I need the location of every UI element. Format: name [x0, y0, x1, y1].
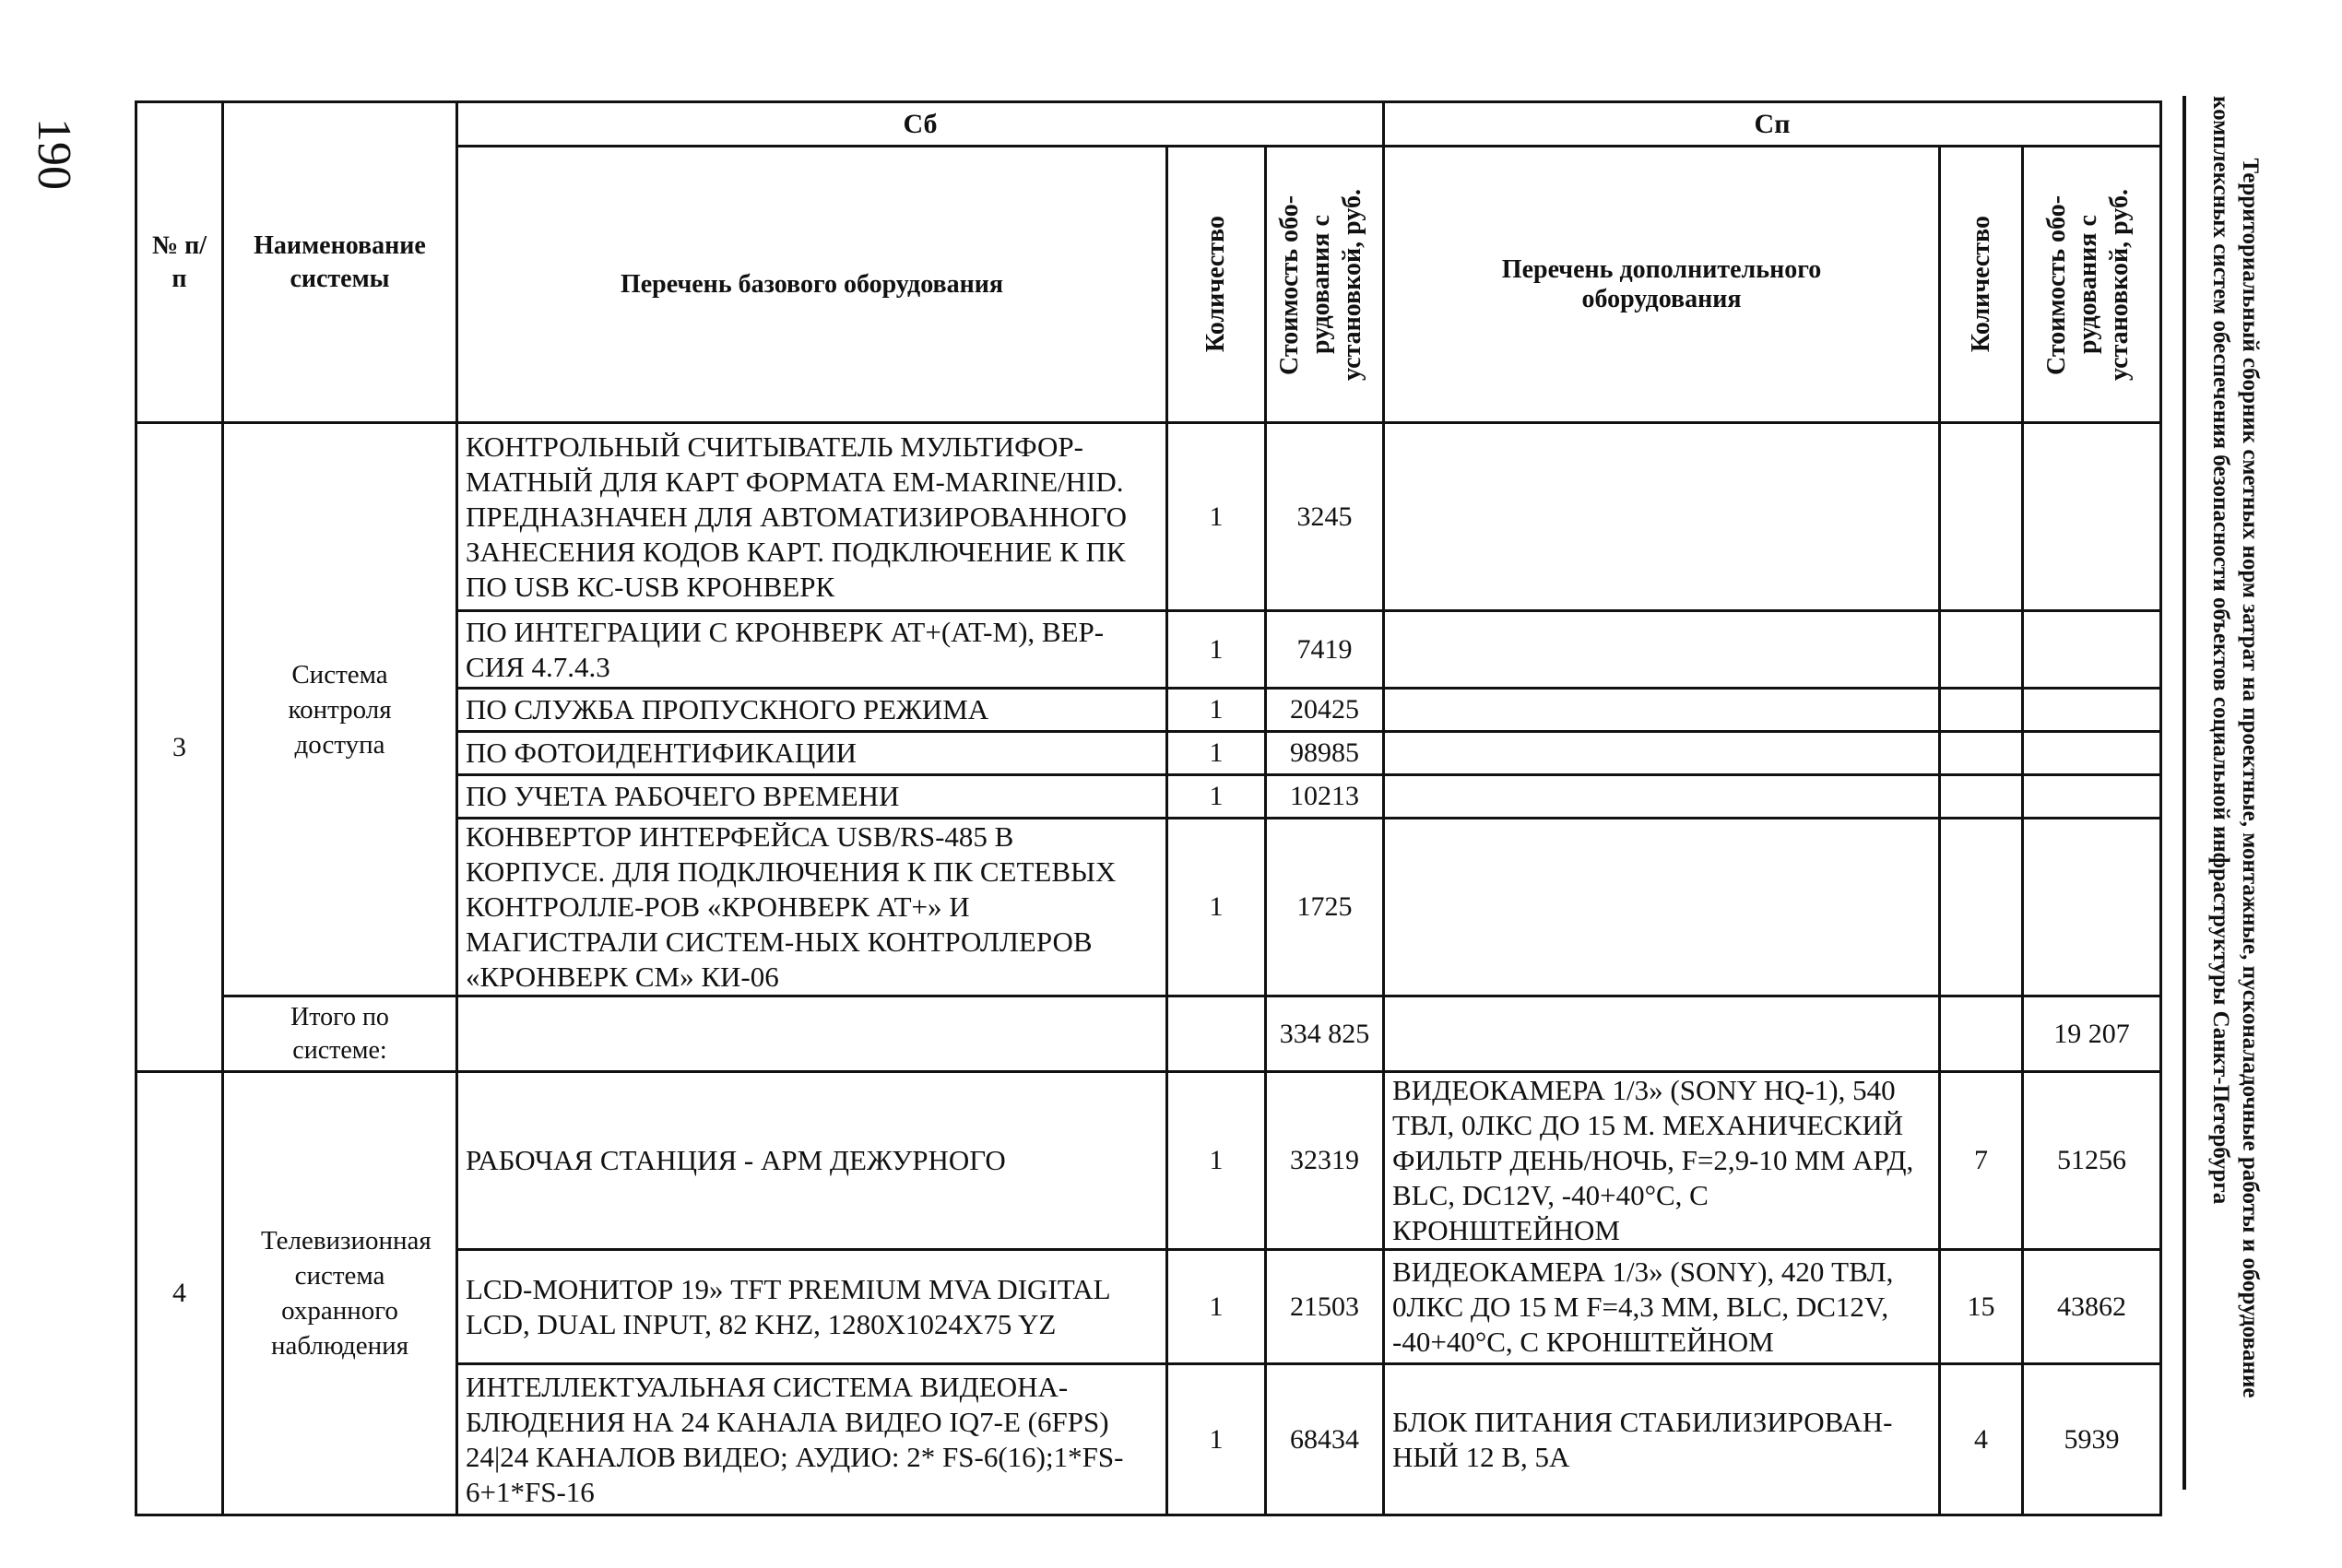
quantity-2: 4	[1940, 1364, 2023, 1515]
additional-equipment: БЛОК ПИТАНИЯ СТАБИЛИЗИРОВАН-НЫЙ 12 В, 5А	[1384, 1364, 1940, 1515]
cost-2	[2023, 423, 2161, 611]
quantity: 1	[1167, 1364, 1266, 1515]
base-equipment: РАБОЧАЯ СТАНЦИЯ - АРМ ДЕЖУРНОГО	[457, 1072, 1167, 1250]
additional-equipment	[1384, 611, 1940, 689]
running-header-line-2: комплексных систем обеспечения безопасности объектов социальной инфраструктуры Санкт-Петербурга	[2208, 96, 2233, 1205]
cost-2: 5939	[2023, 1364, 2161, 1515]
header-cost2-text: Стоимость обо-рудования с установкой, руб.	[2041, 188, 2134, 381]
header-qty-text: Количество	[1201, 216, 1230, 353]
equipment-table	[135, 100, 2162, 1516]
quantity-2: 15	[1940, 1250, 2023, 1364]
running-header-line-1: Территориальный сборник сметных норм затрат на проектные, монтажные, пусконаладочные работы и оборудование	[2238, 158, 2263, 1398]
header-cost	[1266, 147, 1384, 423]
base-equipment: ПО ФОТОИДЕНТИФИКАЦИИ	[457, 732, 1167, 775]
total-sp: 19 207	[2023, 996, 2161, 1072]
quantity-2	[1940, 689, 2023, 732]
cost: 1725	[1266, 819, 1384, 996]
cost: 10213	[1266, 775, 1384, 819]
group-number: 3	[136, 423, 223, 1072]
quantity-2: 7	[1940, 1072, 2023, 1250]
page-number: 190	[28, 118, 80, 190]
cost-2: 51256	[2023, 1072, 2161, 1250]
header-system: Наименование системы	[223, 102, 457, 423]
quantity-2	[1940, 611, 2023, 689]
cost: 7419	[1266, 611, 1384, 689]
base-equipment: КОНВЕРТОР ИНТЕРФЕЙСА USB/RS-485 В КОРПУСЕ. ДЛЯ ПОДКЛЮЧЕНИЯ К ПК СЕТЕВЫХ КОНТРОЛЛЕ-РОВ «КРОНВЕРК AT+» И МАГИСТРАЛИ СИСТЕМ-НЫХ КОНТРОЛЛЕРОВ «КРОНВЕРК СМ» КИ-06	[457, 819, 1167, 996]
quantity: 1	[1167, 1250, 1266, 1364]
header-add-list: Перечень дополнительного оборудования	[1384, 147, 1940, 423]
quantity: 1	[1167, 819, 1266, 996]
total-sb: 334 825	[1266, 996, 1384, 1072]
table-row	[136, 1072, 2161, 1250]
quantity: 1	[1167, 1072, 1266, 1250]
base-equipment: ИНТЕЛЛЕКТУАЛЬНАЯ СИСТЕМА ВИДЕОНА-БЛЮДЕНИЯ НА 24 КАНАЛА ВИДЕО IQ7-E (6FPS) 24|24 КАНАЛОВ ВИДЕО; АУДИО: 2* FS-6(16);1*FS-6+1*FS-16	[457, 1364, 1167, 1515]
base-equipment: ПО СЛУЖБА ПРОПУСКНОГО РЕЖИМА	[457, 689, 1167, 732]
cost: 32319	[1266, 1072, 1384, 1250]
header-qty2-text: Количество	[1966, 216, 1995, 353]
header-base-list: Перечень базового оборудования	[457, 147, 1167, 423]
base-equipment: КОНТРОЛЬНЫЙ СЧИТЫВАТЕЛЬ МУЛЬТИФОР-МАТНЫЙ ДЛЯ КАРТ ФОРМАТА EM-MARINE/HID. ПРЕДНАЗНАЧЕН ДЛЯ АВТОМАТИЗИРОВАННОГО ЗАНЕСЕНИЯ КОДОВ КАРТ. ПОДКЛЮЧЕНИЕ К ПК ПО USB КС-USB КРОНВЕРК	[457, 423, 1167, 611]
quantity: 1	[1167, 732, 1266, 775]
group-system-name: Система контроля доступа	[223, 423, 457, 996]
total-empty	[457, 996, 1167, 1072]
additional-equipment	[1384, 819, 1940, 996]
base-equipment: ПО ИНТЕГРАЦИИ С КРОНВЕРК AT+(AT-M), ВЕР-СИЯ 4.7.4.3	[457, 611, 1167, 689]
header-qty	[1167, 147, 1266, 423]
quantity-2	[1940, 423, 2023, 611]
cost: 21503	[1266, 1250, 1384, 1364]
table-row	[136, 423, 2161, 611]
total-empty	[1940, 996, 2023, 1072]
additional-equipment	[1384, 423, 1940, 611]
header-rule	[2182, 96, 2186, 1490]
base-equipment: LCD-МОНИТОР 19» TFT PREMIUM MVA DIGITAL LCD, DUAL INPUT, 82 KHZ, 1280X1024X75 YZ	[457, 1250, 1167, 1364]
total-row	[136, 996, 2161, 1072]
cost: 98985	[1266, 732, 1384, 775]
cost-2	[2023, 775, 2161, 819]
additional-equipment: ВИДЕОКАМЕРА 1/3» (SONY), 420 ТВЛ, 0ЛКС ДО 15 М F=4,3 MM, BLC, DC12V, -40+40°С, С КРОНШТЕЙНОМ	[1384, 1250, 1940, 1364]
base-equipment: ПО УЧЕТА РАБОЧЕГО ВРЕМЕНИ	[457, 775, 1167, 819]
quantity: 1	[1167, 775, 1266, 819]
additional-equipment: ВИДЕОКАМЕРА 1/3» (SONY HQ-1), 540 ТВЛ, 0ЛКС ДО 15 М. МЕХАНИЧЕСКИЙ ФИЛЬТР ДЕНЬ/НОЧЬ, F=2,9-10 MM АРД, BLC, DC12V, -40+40°С, С КРОНШТЕЙНОМ	[1384, 1072, 1940, 1250]
total-empty	[1167, 996, 1266, 1072]
cost: 3245	[1266, 423, 1384, 611]
cost-2: 43862	[2023, 1250, 2161, 1364]
running-header	[2202, 96, 2265, 1460]
header-sp: Сп	[1384, 102, 2161, 147]
header-cost-text: Стоимость обо-рудования с установкой, руб.	[1275, 188, 1366, 381]
quantity-2	[1940, 775, 2023, 819]
cost-2	[2023, 689, 2161, 732]
header-no: № п/п	[136, 102, 223, 423]
header-qty2	[1940, 147, 2023, 423]
cost: 20425	[1266, 689, 1384, 732]
quantity: 1	[1167, 689, 1266, 732]
group-system-name: Телевизионная система охранного наблюдения	[223, 1072, 457, 1515]
header-cost2	[2023, 147, 2161, 423]
total-empty	[1384, 996, 1940, 1072]
group-number: 4	[136, 1072, 223, 1515]
total-label: Итого по системе:	[223, 996, 457, 1072]
header-sb: Сб	[457, 102, 1384, 147]
additional-equipment	[1384, 689, 1940, 732]
cost-2	[2023, 819, 2161, 996]
cost-2	[2023, 732, 2161, 775]
quantity-2	[1940, 819, 2023, 996]
additional-equipment	[1384, 732, 1940, 775]
additional-equipment	[1384, 775, 1940, 819]
cost-2	[2023, 611, 2161, 689]
quantity-2	[1940, 732, 2023, 775]
quantity: 1	[1167, 611, 1266, 689]
cost: 68434	[1266, 1364, 1384, 1515]
quantity: 1	[1167, 423, 1266, 611]
